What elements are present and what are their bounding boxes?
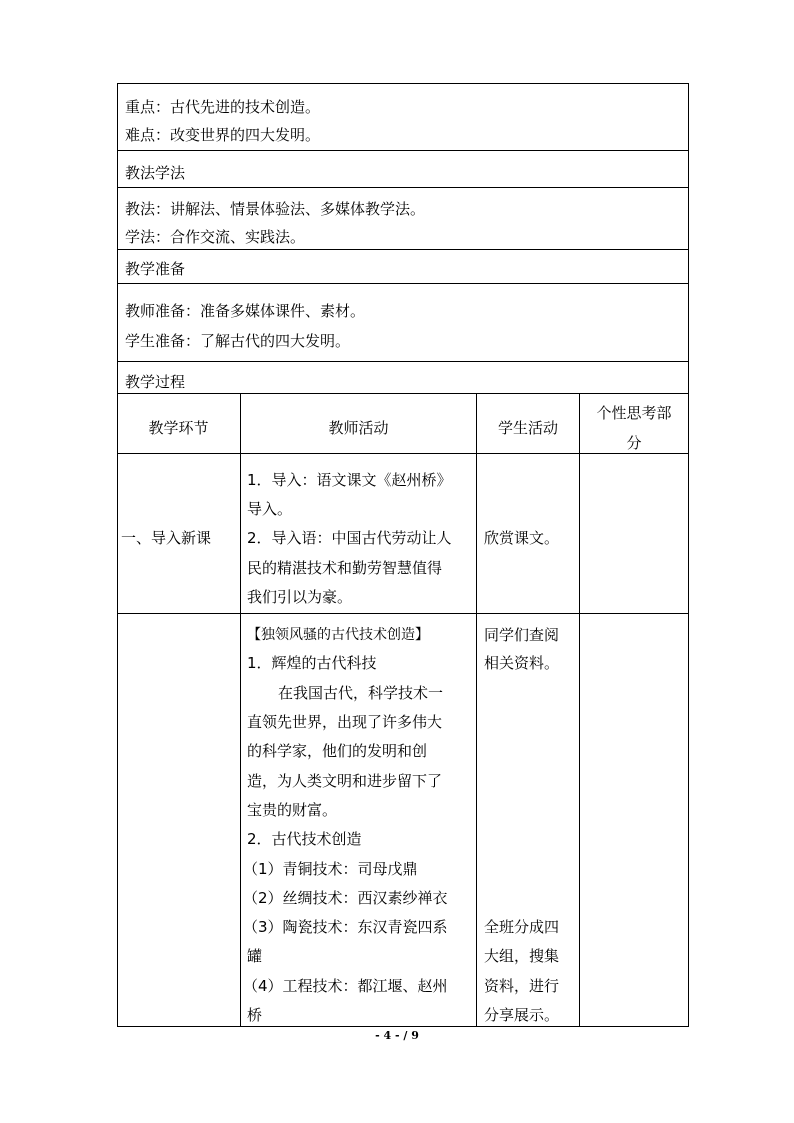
difficult-point-text: 难点：改变世界的四大发明。 (125, 126, 321, 144)
row2-teacher-line: 宝贵的财富。 (247, 801, 338, 819)
process-heading: 教学过程 (125, 373, 186, 391)
row2-teacher-line: 2．古代技术创造 (247, 830, 362, 848)
table-rule (117, 613, 689, 614)
learning-method-text: 学法：合作交流、实践法。 (125, 228, 306, 246)
table-rule (117, 283, 689, 284)
column-header-teacher: 教师活动 (328, 419, 389, 437)
table-rule (117, 83, 118, 1027)
preparation-heading: 教学准备 (125, 260, 186, 278)
table-rule (117, 83, 689, 84)
key-point-text: 重点：古代先进的技术创造。 (125, 98, 321, 116)
row1-teacher-line: 导入。 (247, 500, 293, 518)
page-number: - 4 - / 9 (375, 1029, 419, 1042)
table-rule (117, 187, 689, 188)
row2-student-line: 资料，进行 (484, 977, 560, 995)
row2-teacher-line: 1．辉煌的古代科技 (247, 654, 377, 672)
row2-teacher-line: 【独领风骚的古代技术创造】 (247, 627, 429, 643)
row2-teacher-line: 的科学家，他们的发明和创 (247, 742, 428, 760)
teaching-method-text: 教法：讲解法、情景体验法、多媒体教学法。 (125, 200, 426, 218)
column-header-stage: 教学环节 (148, 419, 209, 437)
row2-student-line: 全班分成四 (484, 918, 560, 936)
row2-teacher-line: （2）丝绸技术：西汉素纱禅衣 (243, 889, 448, 907)
row2-teacher-line: （4）工程技术：都江堰、赵州 (243, 977, 448, 995)
table-rule (117, 1026, 689, 1027)
methods-heading: 教法学法 (125, 164, 186, 182)
lesson-plan-table (117, 83, 689, 1027)
table-rule (240, 393, 241, 1027)
row2-teacher-line: 在我国古代，科学技术一 (278, 684, 444, 702)
row1-teacher-line: 1．导入：语文课文《赵州桥》 (247, 471, 452, 489)
row2-teacher-line: 造，为人类文明和进步留下了 (247, 772, 443, 790)
row2-teacher-line: （1）青铜技术：司母戊鼎 (243, 860, 418, 878)
row1-teacher-line: 我们引以为豪。 (247, 588, 353, 606)
table-rule (579, 393, 580, 1027)
table-rule (117, 150, 689, 151)
row1-teacher-line: 2．导入语：中国古代劳动让人 (247, 529, 452, 547)
row2-student-line: 相关资料。 (484, 654, 560, 672)
row2-teacher-line: 桥 (247, 1006, 263, 1024)
row2-student-line: 大组，搜集 (484, 947, 560, 965)
row1-stage: 一、导入新课 (121, 529, 212, 547)
row2-student-line: 分享展示。 (484, 1006, 560, 1024)
row2-teacher-line: 直领先世界，出现了许多伟大 (247, 713, 443, 731)
table-rule (117, 393, 689, 394)
column-header-thinking: 个性思考部 (596, 404, 672, 422)
column-header-student: 学生活动 (497, 419, 558, 437)
table-rule (117, 249, 689, 250)
table-rule (476, 393, 477, 1027)
table-rule (117, 361, 689, 362)
table-rule (688, 83, 689, 1027)
column-header-thinking-cont: 分 (626, 434, 642, 452)
table-rule (117, 453, 689, 454)
row2-teacher-line: 罐 (247, 947, 263, 965)
row2-teacher-line: （3）陶瓷技术：东汉青瓷四系 (243, 918, 448, 936)
row2-student-line: 同学们查阅 (484, 626, 560, 644)
row1-teacher-line: 民的精湛技术和勤劳智慧值得 (247, 559, 443, 577)
row1-student: 欣赏课文。 (484, 529, 560, 547)
teacher-preparation-text: 教师准备：准备多媒体课件、素材。 (125, 302, 366, 320)
student-preparation-text: 学生准备：了解古代的四大发明。 (125, 332, 351, 350)
